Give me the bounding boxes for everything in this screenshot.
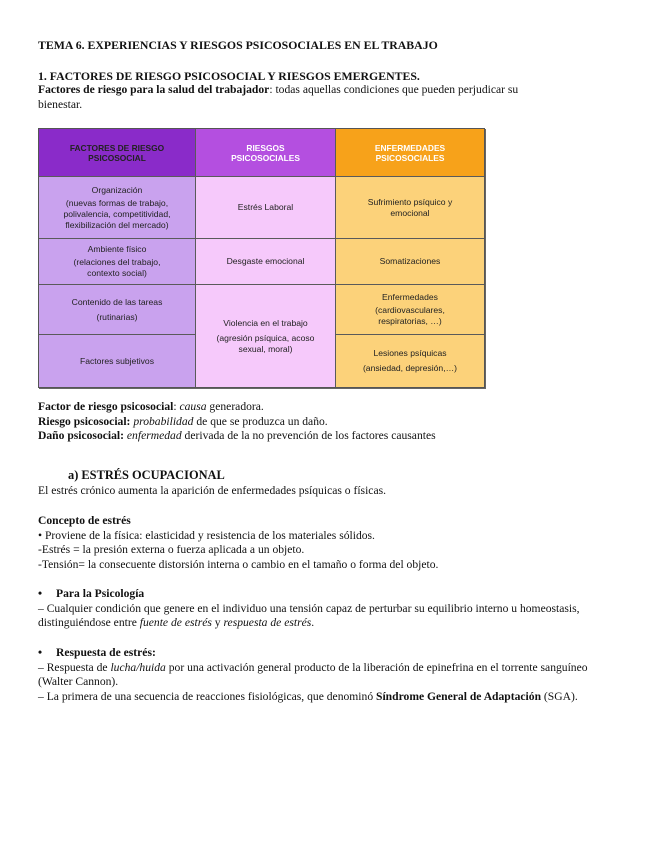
definition-term: Factor de riesgo psicosocial [38, 400, 174, 413]
risk-cell [196, 285, 336, 387]
factor-detail: (relaciones del trabajo, contexto social) [73, 257, 161, 278]
psychology-block [38, 587, 598, 631]
definitions-list [38, 400, 436, 444]
psychology-text-pre: – Cualquier condición que genere en el individuo una tensión capaz de perturbar su equilibrio interno u homeostasis, distinguiéndose entre [38, 601, 580, 629]
risk-title: Desgaste emocional [226, 256, 305, 266]
definition-term: Riesgo psicosocial: [38, 414, 131, 428]
psychology-heading-line [38, 587, 598, 602]
factor-title: Ambiente físico [87, 244, 147, 254]
bullet-icon: • [38, 646, 43, 659]
psychology-heading: Para la Psicología [56, 587, 145, 600]
definition-text: generadora. [206, 400, 264, 413]
concept-line: -Estrés = la presión externa o fuerza aplicada a un objeto. [38, 543, 305, 556]
intro-paragraph [38, 83, 593, 112]
concept-line: • Proviene de la física: elasticidad y resistencia de los materiales sólidos. [38, 528, 375, 542]
header-riesgos-label: RIESGOS PSICOSOCIALES [231, 142, 300, 163]
response-line [38, 661, 623, 690]
concept-heading: Concepto de estrés [38, 514, 131, 527]
response-text-pre: – Respuesta de [38, 660, 111, 674]
document-title: TEMA 6. EXPERIENCIAS Y RIESGOS PSICOSOCIALES EN EL TRABAJO [38, 38, 438, 52]
subsection-heading: a) ESTRÉS OCUPACIONAL [68, 468, 225, 482]
paragraph: El estrés crónico aumenta la aparición de enfermedades psíquicas o físicas. [38, 484, 386, 497]
psychology-term-1: fuente de estrés [139, 616, 212, 629]
header-enfermedades [336, 129, 484, 177]
disease-title: Enfermedades [382, 292, 438, 302]
factor-cell [39, 285, 196, 335]
definition-term: Daño psicosocial: [38, 429, 124, 442]
header-factores-label: FACTORES DE RIESGO PSICOSOCIAL [69, 142, 165, 163]
response-heading-line [38, 646, 623, 661]
psychology-text-end: . [311, 616, 315, 629]
factor-cell [39, 177, 196, 239]
definition-key: enfermedad [126, 429, 182, 442]
bullet-icon: • [38, 587, 43, 600]
risk-detail: (agresión psíquica, acoso sexual, moral) [216, 332, 315, 354]
disease-cell [336, 177, 484, 239]
response-text-pre: – La primera de una secuencia de reacciones fisiológicas, que denominó [38, 689, 377, 703]
factor-title: Contenido de las tareas [71, 296, 163, 307]
response-term: lucha/huida [110, 660, 166, 674]
disease-title: Lesiones psíquicas [373, 348, 447, 358]
definition-key: causa [179, 400, 207, 413]
response-text-post: (SGA). [541, 689, 578, 703]
factor-detail: (nuevas formas de trabajo, polivalencia, competitividad, flexibilización del mercado) [63, 197, 171, 230]
disease-cell [336, 239, 484, 285]
intro-text-cont: bienestar. [38, 97, 83, 111]
risk-factors-table [38, 128, 485, 388]
psychology-term-2: respuesta de estrés [223, 616, 312, 629]
response-line [38, 690, 623, 705]
factor-cell [39, 239, 196, 285]
definition-line [38, 429, 436, 444]
psychology-text [38, 602, 598, 631]
header-riesgos [196, 129, 336, 177]
risk-title: Violencia en el trabajo [223, 317, 308, 328]
response-text-post: por una activación general producto de la liberación de epinefrina en el torrente sanguíneo (Walter Cannon). [38, 660, 588, 688]
factor-title: Factores subjetivos [79, 355, 155, 366]
disease-cell [336, 285, 484, 335]
intro-text: : todas aquellas condiciones que pueden perjudicar su [269, 83, 519, 96]
disease-detail: (ansiedad, depresión,…) [362, 363, 458, 373]
factor-detail: (rutinarias) [96, 311, 138, 322]
header-factores [39, 129, 196, 177]
concept-block [38, 514, 438, 572]
definition-line [38, 415, 436, 430]
concept-line: -Tensión= la consecuente distorsión interna o cambio en el tamaño o forma del objeto. [38, 557, 439, 571]
definition-text: de que se produzca un daño. [193, 414, 328, 428]
psychology-text-mid: y [211, 616, 224, 629]
response-block [38, 646, 623, 704]
disease-title: Somatizaciones [379, 256, 441, 266]
factor-cell [39, 335, 196, 387]
definition-sep: : [173, 400, 180, 413]
header-enfermedades-label: ENFERMEDADES PSICOSOCIALES [374, 142, 446, 163]
response-bold-term: Síndrome General de Adaptación [376, 689, 542, 703]
risk-cell [196, 239, 336, 285]
disease-title: Sufrimiento psíquico y emocional [367, 196, 453, 218]
intro-term: Factores de riesgo para la salud del trabajador [38, 83, 270, 96]
section-heading: 1. FACTORES DE RIESGO PSICOSOCIAL Y RIESGOS EMERGENTES. [38, 69, 420, 83]
factor-title: Organización [91, 184, 143, 195]
definition-key: probabilidad [133, 414, 194, 428]
definition-text: derivada de la no prevención de los factores causantes [181, 429, 436, 442]
disease-cell [336, 335, 484, 387]
disease-detail: (cardiovasculares, respiratorias, …) [375, 305, 445, 326]
risk-title: Estrés Laboral [237, 202, 294, 212]
risk-cell [196, 177, 336, 239]
definition-line [38, 400, 436, 415]
response-heading: Respuesta de estrés: [56, 646, 156, 659]
